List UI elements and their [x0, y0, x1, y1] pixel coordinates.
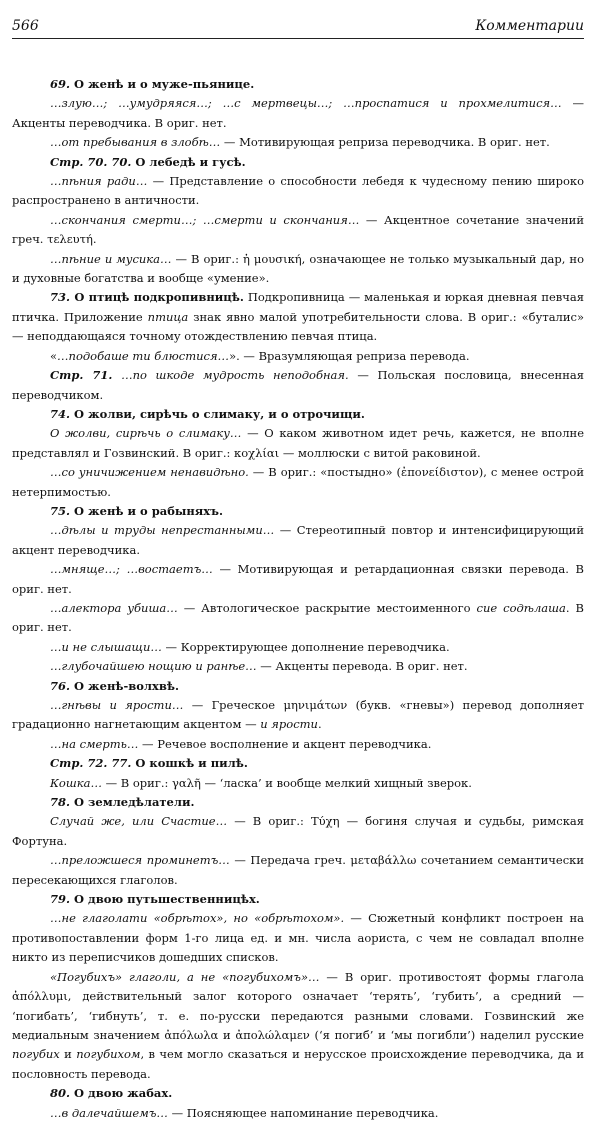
- quoted-lemma: …скончания смерти…; …смерти и скончания…: [50, 212, 360, 227]
- comment-paragraph: [12, 211, 584, 250]
- comment-text: . В ориг. нет.: [12, 600, 584, 635]
- quoted-lemma: …мняще…; …востаетъ…: [50, 562, 213, 577]
- comment-paragraph: [12, 812, 584, 851]
- quoted-lemma: …на смерть…: [50, 736, 139, 751]
- quoted-lemma: …злую…; …умудряяся…; …с мертвецы…; …проспатися и прохмелитися…: [50, 96, 562, 111]
- quoted-lemma: …не глаголати «обрѣтох», но «обрѣтохом».: [50, 911, 345, 926]
- comment-text: и: [59, 1047, 77, 1062]
- quoted-lemma: и ярости: [260, 717, 318, 732]
- comment-text: — Акценты переводчика. В ориг. нет.: [12, 96, 584, 130]
- fable-entry: [12, 288, 584, 346]
- comment-paragraph: [12, 599, 584, 638]
- comment-text: — Мотивирующая реприза переводчика. В ориг. нет.: [220, 135, 550, 150]
- comment-text: — Мотивирующая и ретардационная связки перевода. В ориг. нет.: [12, 562, 585, 596]
- comment-text: — В ориг.: «постыдно» (ἐπονείδιστον), с менее острой нетерпимостью.: [12, 465, 584, 499]
- fable-heading: [12, 75, 584, 94]
- page-number: 566: [12, 18, 39, 34]
- commentary-body: [12, 75, 584, 1123]
- comment-text: — Акцентное сочетание значений греч. τελευτή.: [12, 212, 585, 247]
- comment-text: — Сюжетный конфликт построен на противопоставлении форм 1-го лица ед. и мн. числа аориста, с чем не совладал вполне никто из переписчиков дошедших списков.: [12, 911, 584, 965]
- fable-number: Стр. 71.: [50, 368, 113, 383]
- fable-title: О женѣ и о муже-пьянице.: [74, 77, 255, 91]
- fable-number: 79.: [50, 892, 71, 907]
- quoted-lemma: …по шкоде мудрость неподобная.: [121, 368, 349, 383]
- quoted-lemma: …в далечайшемъ…: [50, 1105, 168, 1120]
- fable-number: 76.: [50, 678, 71, 693]
- quoted-lemma: …со уничижением ненавидѣно.: [50, 465, 249, 480]
- comment-paragraph: [12, 735, 584, 754]
- quoted-lemma: птица: [147, 309, 189, 324]
- comment-text: — В ориг. противостоят формы глагола ἀπόλλυμι, действительный залог которого означает ‘терять’, ‘губить’, а средний — ‘погибать’, ‘гибнуть’, т. е. по-русски передаются разными словами. Гозвинский же медиальным значением ἀπόλωλα и ἀπολώλαμεν (‘я погиб’ и ‘мы погибли’) наделил русские: [12, 969, 584, 1042]
- quoted-lemma: …алектора убиша…: [50, 600, 178, 615]
- comment-text: — Греческое μηνιμάτων (букв. «гневы») перевод дополняет градационно нагнетающим акцентом —: [12, 698, 584, 732]
- comment-text: — Поясняющее напоминание переводчика.: [167, 1105, 439, 1120]
- fable-number: Стр. 70. 70.: [50, 154, 132, 169]
- comment-text: — Речевое восполнение и акцент переводчика.: [138, 736, 432, 751]
- quoted-lemma: «Погубихъ» глаголи, а не «погубихомъ»…: [50, 969, 320, 984]
- comment-text: — Передача греч. μεταβάλλω сочетанием семантически пересекающихся глаголов.: [12, 853, 584, 887]
- fable-title: О жолви, сирѣчь о слимаку, и о отрочищи.: [74, 406, 365, 421]
- comment-paragraph: [12, 774, 584, 793]
- comment-text: «: [50, 348, 58, 363]
- comment-text: — Представление о способности лебедя к чудесному пению широко распространено в античности.: [12, 174, 585, 208]
- quoted-lemma: погубих: [12, 1047, 60, 1062]
- comment-text: — Стереотипный повтор и интенсифицирующий акцент переводчика.: [12, 523, 584, 557]
- fable-title: О птицѣ подкропивницѣ.: [74, 290, 244, 305]
- comment-paragraph: [12, 347, 584, 366]
- quoted-lemma: …от пребывания в злобѣ…: [50, 135, 221, 150]
- comment-paragraph: [12, 424, 584, 463]
- comment-text: ». — Вразумляющая реприза перевода.: [229, 348, 470, 363]
- comment-text: знак явно малой употребительности слова. В ориг.: «буталис» — неподдающаяся точному отождествлению певчая птица.: [12, 309, 584, 344]
- comment-paragraph: [12, 250, 584, 289]
- fable-heading: [50, 368, 112, 382]
- fable-heading: [12, 890, 584, 909]
- comment-text: — Акценты перевода. В ориг. нет.: [256, 659, 468, 674]
- fable-heading: [12, 502, 584, 521]
- fable-heading: [12, 677, 584, 696]
- comment-paragraph: [12, 1104, 584, 1123]
- page: [12, 18, 584, 1123]
- fable-title: О земледѣлатели.: [74, 795, 195, 810]
- fable-title: О кошкѣ и пилѣ.: [135, 756, 248, 771]
- fable-title: О двою жабах.: [74, 1086, 173, 1101]
- fable-number: Стр. 72. 77.: [50, 756, 132, 771]
- comment-paragraph: [12, 463, 584, 502]
- quoted-lemma: …подобаше ти блюстися…: [57, 348, 230, 363]
- quoted-lemma: О жолви, сирѣчь о слимаку…: [50, 426, 242, 441]
- quoted-lemma: Случай же, или Счастие…: [50, 814, 228, 829]
- comment-text: — Польская пословица, внесенная переводчиком.: [12, 368, 584, 402]
- fable-title: О двою путьшественницѣх.: [74, 892, 260, 907]
- fable-number: 74.: [50, 406, 71, 421]
- comment-paragraph: [12, 909, 584, 967]
- running-title: Комментарии: [475, 18, 584, 34]
- comment-paragraph: [12, 968, 584, 1084]
- fable-number: 75.: [50, 503, 71, 518]
- comment-paragraph: [12, 94, 584, 133]
- comment-paragraph: [12, 638, 584, 657]
- comment-paragraph: [12, 133, 584, 152]
- fable-heading: [50, 290, 244, 304]
- fable-number: 69.: [50, 77, 71, 91]
- quoted-lemma: …дѣлы и труды непрестанными…: [50, 523, 275, 538]
- comment-text: , в чем могло сказаться и нерусское происхождение переводчика, да и пословность перевода.: [12, 1047, 584, 1081]
- fable-number: 73.: [50, 290, 71, 305]
- comment-text: — Корректирующее дополнение переводчика.: [161, 639, 450, 654]
- fable-heading: [12, 153, 584, 172]
- quoted-lemma: сие содѣлаша: [476, 600, 566, 615]
- comment-text: — Автологическое раскрытие местоименного: [177, 600, 477, 615]
- comment-text: — В ориг.: γαλῆ — ‘ласка’ и вообще мелкий хищный зверок.: [101, 775, 472, 790]
- fable-number: 80.: [50, 1086, 71, 1101]
- quoted-lemma: …пѣния ради…: [50, 174, 148, 189]
- fable-title: О лебедѣ и гусѣ.: [135, 154, 246, 169]
- comment-text: — В ориг.: Τύχη — богиня случая и судьбы, римская Фортуна.: [12, 814, 584, 848]
- comment-paragraph: [12, 521, 584, 560]
- running-header: [12, 18, 584, 39]
- fable-heading: [12, 754, 584, 773]
- quoted-lemma: …глубочайшею нощию и ранѣе…: [50, 659, 257, 674]
- comment-text: — О каком животном идет речь, кажется, не вполне представлял и Гозвинский. В ориг.: κοχλίαι — моллюски с витой раковиной.: [12, 426, 584, 460]
- comment-paragraph: [12, 696, 584, 735]
- quoted-lemma: …преложшеся проминетъ…: [50, 853, 230, 868]
- fable-entry: [12, 366, 584, 405]
- fable-title: О женѣ-волхвѣ.: [74, 678, 179, 693]
- comment-paragraph: [12, 851, 584, 890]
- fable-title: О женѣ и о рабыняхъ.: [74, 503, 223, 518]
- quoted-lemma: …пѣние и мусика…: [50, 251, 172, 266]
- quoted-lemma: погубихом: [76, 1047, 141, 1062]
- fable-heading: [12, 405, 584, 424]
- comment-text: — В ориг.: ἡ μουσική, означающее не только музыкальный дар, но и духовные богатства и вообще «умение».: [12, 251, 584, 286]
- quoted-lemma: …и не слышащи…: [50, 639, 162, 654]
- comment-paragraph: [12, 657, 584, 676]
- fable-heading: [12, 793, 584, 812]
- quoted-lemma: …гнѣвы и ярости…: [50, 698, 184, 712]
- quoted-lemma: Кошка…: [50, 775, 102, 790]
- comment-text: Подкропивница — маленькая и юркая дневная певчая птичка. Приложение: [12, 290, 584, 324]
- comment-paragraph: [12, 172, 584, 211]
- fable-heading: [12, 1084, 584, 1103]
- comment-text: .: [317, 717, 322, 732]
- fable-number: 78.: [50, 795, 71, 810]
- comment-paragraph: [12, 560, 584, 599]
